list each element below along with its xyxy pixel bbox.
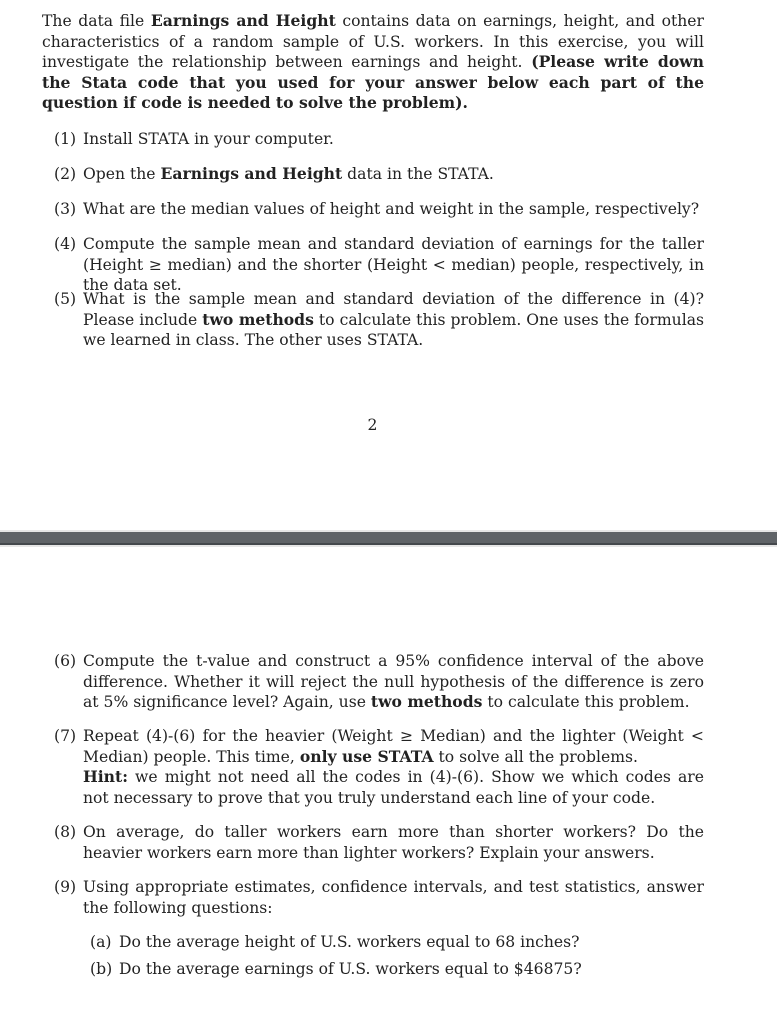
question-text-part: to solve all the problems. (433, 747, 638, 766)
question-9b (90, 959, 704, 980)
subquestion-label: (b) (90, 960, 113, 978)
question-text-part: Compute the t-value and construct a 95% confidence interval of the above difference. Whether it will reject the null hypothesis of the difference is zero at 5% significance level? Again, use (83, 652, 704, 711)
question-5 (54, 289, 704, 351)
question-number: (6) (54, 652, 77, 670)
question-text: Compute the sample mean and standard deviation of earnings for the taller (Height ≥ median) and the shorter (Height < median) people, respectively, in the data set. (83, 235, 704, 294)
question-text-part: Repeat (4)-(6) for the heavier (Weight ≥ Median) and the lighter (Weight < Median) people. This time, (83, 727, 704, 766)
question-1 (54, 129, 704, 150)
question-text-part: What is the sample mean and standard deviation of the difference in (4)? Please include (83, 290, 704, 329)
dataset-name: Earnings and Height (160, 164, 343, 183)
hint-text: we might not need all the codes in (4)-(6). Show we which codes are not necessary to prove that you truly understand each line of your code. (83, 768, 704, 807)
dataset-name: Earnings and Height (150, 11, 336, 30)
question-9 (54, 877, 704, 918)
question-text: Install STATA in your computer. (83, 130, 334, 148)
question-number: (1) (54, 130, 77, 148)
question-text: What are the median values of height and weight in the sample, respectively? (83, 200, 700, 218)
subquestion-label: (a) (90, 933, 112, 951)
question-text-part: Open the (83, 165, 161, 183)
intro-text-continued: contains data on earnings, height, and other characteristics of a random sample of U.S. workers. In this exercise, you will investigate the relationship between earnings and height. (42, 12, 704, 71)
question-number: (8) (54, 823, 77, 841)
question-text (83, 651, 704, 713)
intro-text: The data file (42, 12, 151, 30)
question-6 (54, 651, 704, 713)
page-separator-bar (0, 532, 777, 545)
question-2 (54, 164, 704, 185)
question-number: (9) (54, 878, 77, 896)
instruction-note: (Please write down the Stata code that you used for your answer below each part of the question if code is needed to solve the problem). (42, 52, 704, 112)
question-number: (7) (54, 727, 77, 745)
question-number: (3) (54, 200, 77, 218)
question-text-part: to calculate this problem. (482, 693, 690, 711)
subquestion-text: Do the average height of U.S. workers equal to 68 inches? (119, 933, 580, 951)
question-text (83, 164, 704, 185)
question-9a (90, 932, 704, 953)
question-number: (5) (54, 290, 77, 308)
question-7 (54, 726, 704, 808)
question-text: Using appropriate estimates, confidence intervals, and test statistics, answer the following questions: (83, 878, 704, 917)
question-4 (54, 234, 704, 296)
question-text-part: data in the STATA. (342, 165, 494, 183)
question-text-part: to calculate this problem. One uses the formulas we learned in class. The other uses STATA. (83, 310, 704, 349)
page-number: 2 (367, 416, 378, 434)
question-text (83, 289, 704, 351)
emphasis: two methods (370, 692, 483, 711)
page-separator (0, 530, 777, 547)
question-number: (4) (54, 235, 77, 253)
question-3 (54, 199, 704, 220)
emphasis: only use STATA (299, 746, 434, 766)
question-text (83, 726, 704, 808)
question-text: On average, do taller workers earn more than shorter workers? Do the heavier workers earn more than lighter workers? Explain your answers. (83, 823, 704, 862)
question-8 (54, 822, 704, 863)
hint-label: Hint: (83, 767, 128, 786)
emphasis: two methods (202, 309, 314, 329)
question-number: (2) (54, 165, 77, 183)
subquestion-text: Do the average earnings of U.S. workers equal to $46875? (119, 960, 582, 978)
intro-paragraph (42, 11, 704, 114)
